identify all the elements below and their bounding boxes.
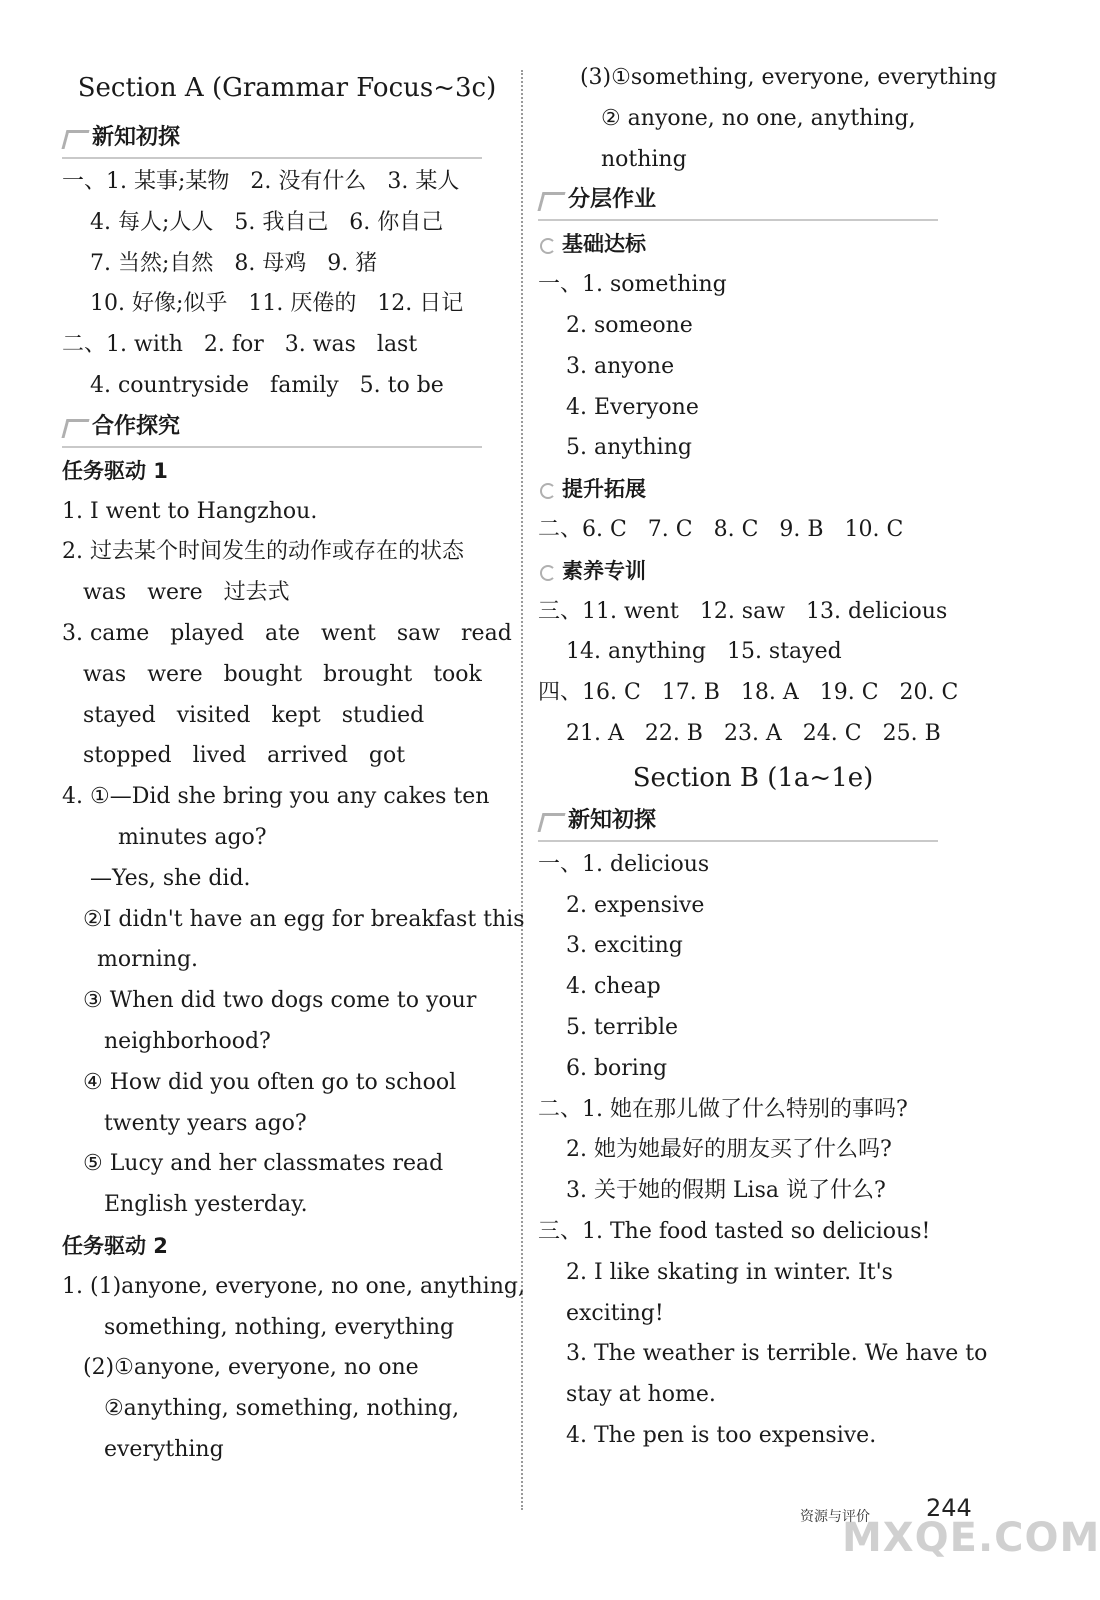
answer-line: 6. boring	[538, 1055, 668, 1081]
answer-line: twenty years ago?	[62, 1110, 307, 1136]
answer-line: ③ When did two dogs come to your	[62, 988, 477, 1014]
answer-line: 4. cheap	[538, 974, 661, 1000]
header-layered-label: 分层作业	[568, 187, 657, 213]
basic-answers	[538, 265, 968, 469]
header-cooperation-label: 合作探究	[92, 413, 181, 439]
header-cooperation	[62, 407, 512, 451]
task1-title: 任务驱动 1	[62, 458, 168, 483]
left-column	[62, 58, 525, 1471]
sub-literacy-label: 素养专训	[562, 558, 646, 583]
sub-marker-icon	[540, 483, 556, 499]
sub-basic	[538, 224, 968, 265]
sub-improve-label: 提升拓展	[562, 477, 646, 502]
header-rule	[538, 219, 938, 221]
answer-line: 3. exciting	[538, 933, 683, 959]
answer-line: stopped lived arrived got	[62, 743, 406, 769]
answer-line: ⑤ Lucy and her classmates read	[62, 1151, 444, 1177]
answer-line: 4. ①—Did she bring you any cakes ten	[62, 784, 490, 810]
answer-line: ② anyone, no one, anything,	[538, 105, 916, 131]
answer-line: 一、1. delicious	[538, 851, 710, 877]
header-new-knowledge	[62, 118, 512, 162]
header-rule	[62, 446, 482, 448]
sub-marker-icon	[540, 238, 556, 254]
continuation-answers	[538, 58, 998, 180]
answer-line: 2. 她为她最好的朋友买了什么吗?	[538, 1137, 892, 1163]
section-marker-icon	[61, 130, 89, 149]
answer-line: 3. came played ate went saw read	[62, 620, 512, 646]
answer-line: 二、1. 她在那儿做了什么特别的事吗?	[538, 1096, 908, 1122]
watermark: MXQE.COM	[842, 1515, 1100, 1561]
answer-line: (3)①something, everyone, everything	[538, 65, 998, 90]
answer-line: 21. A 22. B 23. A 24. C 25. B	[538, 720, 941, 746]
answer-line: 2. expensive	[538, 892, 705, 918]
section-marker-icon	[537, 813, 565, 832]
answer-line: 3. 关于她的假期 Lisa 说了什么?	[538, 1178, 886, 1204]
answer-line: 1. I went to Hangzhou.	[62, 498, 318, 524]
answer-line: ④ How did you often go to school	[62, 1069, 457, 1095]
answer-line: —Yes, she did.	[62, 865, 251, 891]
footer-brand: 资源与评价	[800, 1509, 870, 1525]
task2-title: 任务驱动 2	[62, 1233, 168, 1258]
answer-line: 3. The weather is terrible. We have to	[538, 1341, 988, 1367]
answer-line: everything	[62, 1436, 224, 1462]
answer-line: 三、11. went 12. saw 13. delicious	[538, 598, 948, 624]
answer-line: 2. 过去某个时间发生的动作或存在的状态	[62, 539, 464, 565]
answer-line: 4. countryside family 5. to be	[62, 372, 444, 398]
sub-literacy	[538, 551, 968, 592]
sub-improve	[538, 469, 968, 510]
answer-line: stayed visited kept studied	[62, 702, 425, 728]
sub-marker-icon	[540, 565, 556, 581]
answer-line: 2. I like skating in winter. It's	[538, 1259, 893, 1285]
answer-line: 7. 当然;自然 8. 母鸡 9. 猪	[62, 250, 378, 276]
answer-line: 4. The pen is too expensive.	[538, 1422, 877, 1448]
answer-line: 2. someone	[538, 312, 693, 338]
answer-line: 三、1. The food tasted so delicious!	[538, 1218, 931, 1244]
section-marker-icon	[61, 419, 89, 438]
sub-basic-label: 基础达标	[562, 232, 646, 257]
header-new-knowledge-b-label: 新知初探	[568, 807, 657, 833]
answer-line: minutes ago?	[62, 824, 267, 850]
answer-line: 一、1. something	[538, 272, 727, 298]
answer-line: 3. anyone	[538, 353, 675, 379]
answer-line: 二、1. with 2. for 3. was last	[62, 332, 418, 358]
answer-line: something, nothing, everything	[62, 1314, 455, 1340]
answer-line: 4. 每人;人人 5. 我自己 6. 你自己	[62, 209, 444, 235]
answer-line: morning.	[62, 947, 199, 973]
answer-line: (2)①anyone, everyone, no one	[62, 1355, 419, 1381]
answer-line: English yesterday.	[62, 1192, 308, 1218]
new-knowledge-answers	[62, 162, 512, 407]
page-number: 244	[926, 1494, 972, 1522]
task2-answers	[62, 1267, 525, 1471]
header-layered-homework	[538, 180, 968, 224]
answer-line: neighborhood?	[62, 1028, 271, 1054]
answer-line: 4. Everyone	[538, 394, 699, 420]
header-new-knowledge-label: 新知初探	[92, 125, 181, 150]
improve-answers	[538, 510, 968, 551]
answer-line: 一、1. 某事;某物 2. 没有什么 3. 某人	[62, 169, 460, 194]
answer-line: 5. terrible	[538, 1014, 679, 1040]
task1-answers	[62, 492, 525, 1226]
section-a-title: Section A (Grammar Focus~3c)	[77, 73, 497, 103]
answer-line: exciting!	[538, 1300, 664, 1326]
header-rule	[538, 840, 938, 842]
answer-line: stay at home.	[538, 1382, 716, 1408]
answer-line: 二、6. C 7. C 8. C 9. B 10. C	[538, 516, 904, 542]
section-marker-icon	[537, 192, 565, 211]
answer-line: was were bought brought took	[62, 661, 482, 687]
answer-line: ②I didn't have an egg for breakfast this	[62, 906, 525, 932]
right-column	[538, 58, 998, 1457]
answer-line: ②anything, something, nothing,	[62, 1396, 460, 1422]
section-b-title: Section B (1a~1e)	[632, 762, 874, 793]
answer-line: 5. anything	[538, 435, 692, 461]
answer-line: 10. 好像;似乎 11. 厌倦的 12. 日记	[62, 291, 464, 317]
literacy-answers	[538, 592, 968, 755]
header-rule	[62, 157, 482, 159]
answer-line: 四、16. C 17. B 18. A 19. C 20. C	[538, 680, 959, 706]
answer-line: 1. (1)anyone, everyone, no one, anything,	[62, 1273, 525, 1299]
header-new-knowledge-b	[538, 801, 968, 845]
answer-line: was were 过去式	[62, 580, 290, 606]
answer-line: 14. anything 15. stayed	[538, 639, 842, 665]
section-b-answers	[538, 845, 988, 1457]
answer-line: nothing	[538, 146, 687, 172]
